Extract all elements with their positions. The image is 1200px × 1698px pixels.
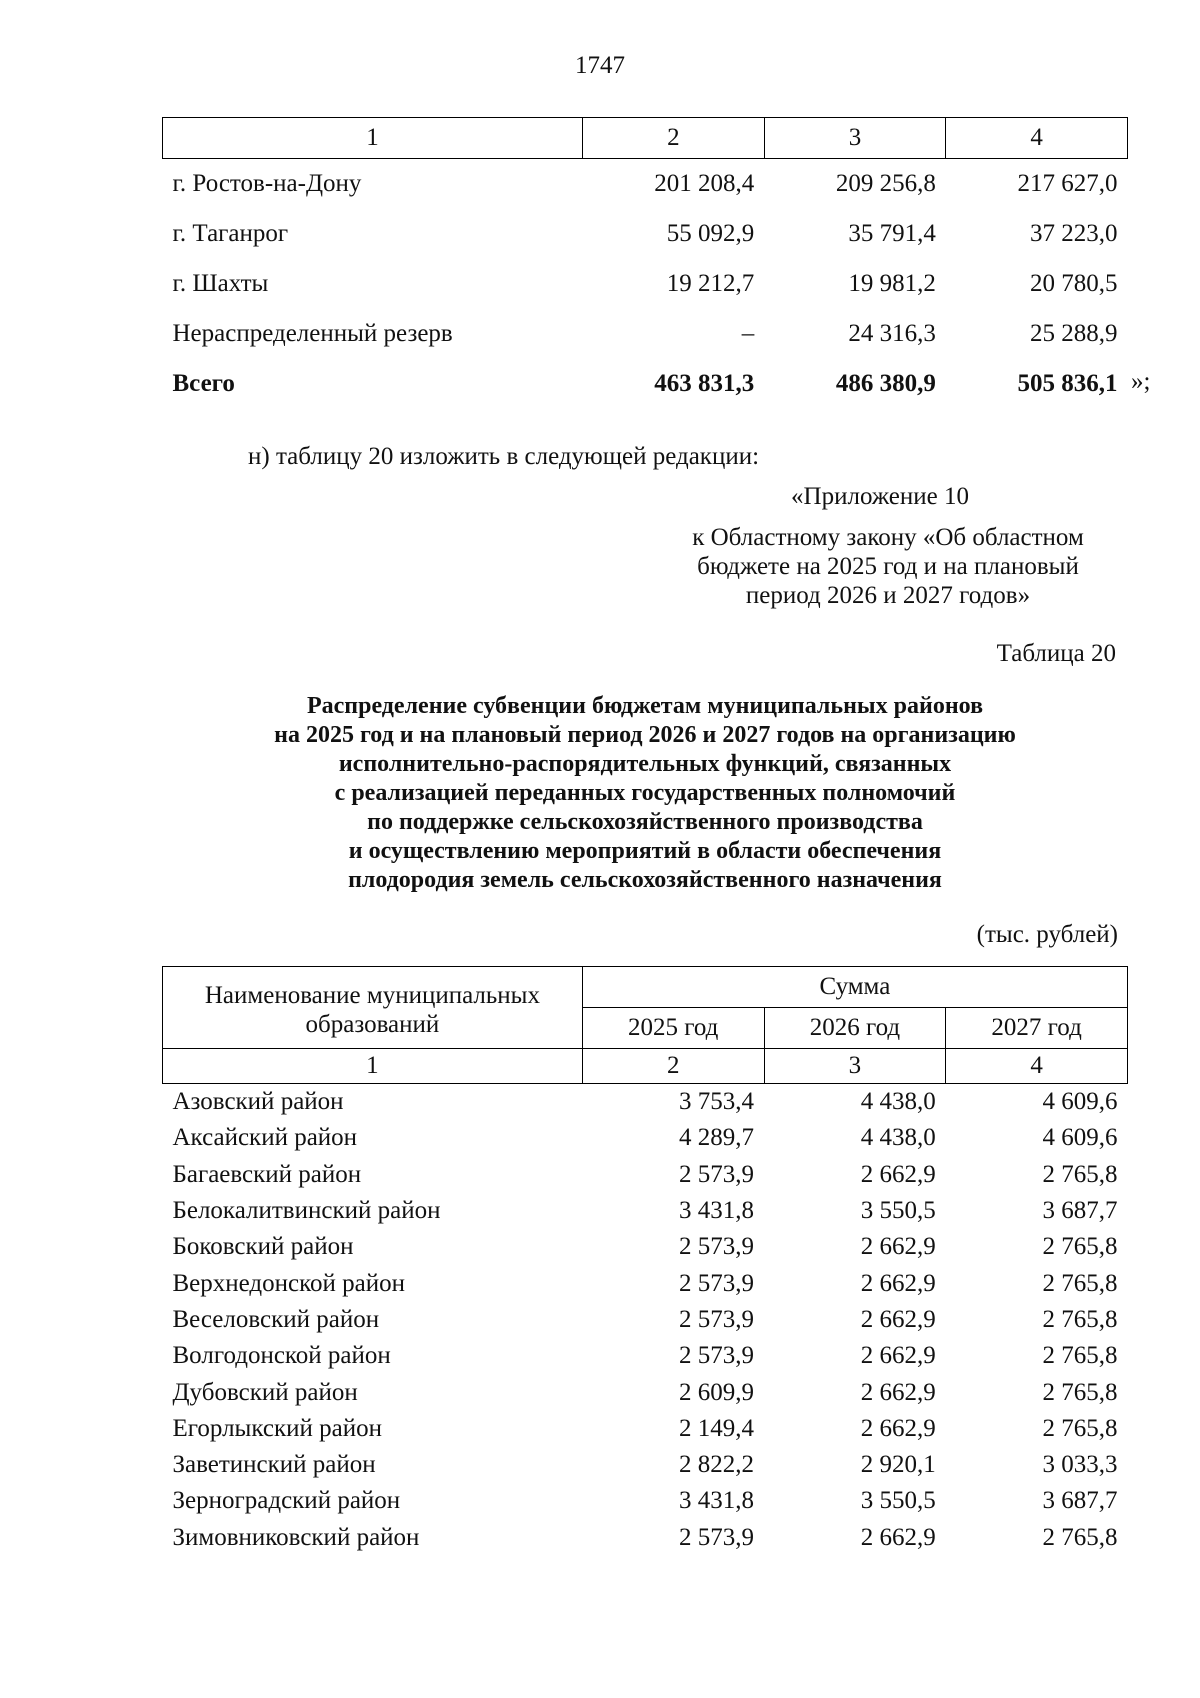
col-number: 1: [163, 118, 583, 159]
total-2025: 463 831,3: [654, 370, 755, 397]
value-2025: 3 753,4: [679, 1088, 755, 1116]
value-2026: 2 662,9: [860, 1523, 936, 1551]
value-2025: 55 092,9: [666, 220, 755, 247]
total-label: Всего: [172, 370, 235, 397]
value-2026: 2 662,9: [860, 1414, 936, 1442]
total-row: [163, 359, 1128, 409]
row-name: Заветинский район: [172, 1451, 376, 1479]
table-row: [163, 1520, 1128, 1556]
value-2027: 2 765,8: [1042, 1414, 1118, 1442]
value-2027: 2 765,8: [1042, 1523, 1118, 1551]
row-name: Верхнедонской район: [172, 1269, 405, 1297]
value-2027: 4 609,6: [1042, 1124, 1118, 1152]
row-name: Зерноградский район: [172, 1487, 401, 1515]
heading-line: плодородия земель сельскохозяйственного назначения: [348, 867, 942, 893]
row-name: Волгодонской район: [172, 1342, 391, 1370]
value-2025: 4 289,7: [679, 1124, 755, 1152]
value-2027: 20 780,5: [1030, 270, 1118, 297]
value-2027: 3 687,7: [1042, 1197, 1118, 1225]
value-2026: 2 662,9: [860, 1269, 936, 1297]
total-2027: 505 836,1: [1017, 370, 1118, 397]
value-2025: 2 573,9: [679, 1342, 755, 1370]
value-2027: 3 687,7: [1042, 1487, 1118, 1515]
row-name: Азовский район: [172, 1088, 344, 1116]
value-2026: 24 316,3: [848, 320, 936, 347]
col-number: 2: [583, 118, 765, 159]
row-name: г. Шахты: [172, 270, 269, 297]
table-row: [163, 209, 1128, 259]
top-table-header: [163, 118, 1128, 159]
value-2025: 2 822,2: [679, 1451, 755, 1479]
value-2027: 2 765,8: [1042, 1233, 1118, 1261]
appendix-line: период 2026 и 2027 годов»: [745, 582, 1031, 609]
value-2026: 3 550,5: [860, 1197, 936, 1225]
value-2026: 2 662,9: [860, 1342, 936, 1370]
appendix-reference: [660, 523, 1116, 610]
table-heading: [162, 692, 1128, 895]
closing-quote: »;: [1131, 368, 1151, 395]
value-2027: 217 627,0: [1017, 170, 1118, 197]
heading-line: Распределение субвенции бюджетам муниципальных районов: [306, 693, 984, 719]
total-2026: 486 380,9: [835, 370, 936, 397]
value-2025: –: [741, 320, 755, 347]
row-name: г. Ростов-на-Дону: [172, 170, 362, 197]
appendix-title: «Приложение 10: [791, 483, 969, 510]
row-name: Дубовский район: [172, 1378, 358, 1406]
value-2025: 19 212,7: [666, 270, 755, 297]
table-row: [163, 1338, 1128, 1374]
row-name: Багаевский район: [172, 1160, 362, 1188]
table-row: [163, 1157, 1128, 1193]
row-name: Егорлыкский район: [172, 1414, 382, 1442]
value-2027: 25 288,9: [1030, 320, 1118, 347]
col-number: 3: [764, 118, 946, 159]
col-number: 3: [764, 1049, 946, 1084]
heading-line: с реализацией переданных государственных полномочий: [334, 780, 956, 806]
value-2027: 2 765,8: [1042, 1160, 1118, 1188]
table-row: [163, 159, 1128, 210]
row-name: Белокалитвинский район: [172, 1197, 441, 1225]
row-name: Нераспределенный резерв: [172, 320, 453, 347]
name-column-header: Наименование муниципальных образований: [163, 967, 583, 1049]
value-2025: 3 431,8: [679, 1487, 755, 1515]
value-2025: 2 573,9: [679, 1523, 755, 1551]
sum-header: Сумма: [582, 967, 1127, 1008]
row-name: г. Таганрог: [172, 220, 289, 247]
value-2026: 4 438,0: [860, 1088, 936, 1116]
value-2026: 2 920,1: [860, 1451, 936, 1479]
table-row: [163, 1483, 1128, 1519]
value-2027: 2 765,8: [1042, 1269, 1118, 1297]
appendix-line: к Областному закону «Об областном: [692, 524, 1084, 551]
col-number: 4: [946, 1049, 1128, 1084]
table-row: [163, 1302, 1128, 1338]
value-2027: 37 223,0: [1030, 220, 1118, 247]
table-row: [163, 1193, 1128, 1229]
value-2026: 2 662,9: [860, 1233, 936, 1261]
col-number: 2: [582, 1049, 764, 1084]
col-number: 1: [163, 1049, 583, 1084]
table-row: [163, 1447, 1128, 1483]
value-2027: 3 033,3: [1042, 1451, 1118, 1479]
col-number: 4: [946, 118, 1128, 159]
table-row: [163, 1229, 1128, 1265]
value-2027: 2 765,8: [1042, 1305, 1118, 1333]
heading-line: по поддержке сельскохозяйственного производства: [367, 809, 923, 835]
value-2025: 2 573,9: [679, 1160, 755, 1188]
value-2025: 2 149,4: [679, 1414, 755, 1442]
table-label: Таблица 20: [996, 640, 1116, 667]
row-name: Зимовниковский район: [172, 1523, 420, 1551]
value-2026: 4 438,0: [860, 1124, 936, 1152]
table-row: [163, 1120, 1128, 1156]
main-table: [162, 966, 1128, 1556]
year-header: 2025 год: [582, 1008, 764, 1049]
value-2025: 2 573,9: [679, 1269, 755, 1297]
row-name: Веселовский район: [172, 1305, 380, 1333]
value-2027: 4 609,6: [1042, 1088, 1118, 1116]
instruction-text: н) таблицу 20 изложить в следующей редакции:: [248, 443, 760, 470]
value-2025: 3 431,8: [679, 1197, 755, 1225]
value-2026: 3 550,5: [860, 1487, 936, 1515]
page-number: 1747: [575, 52, 625, 79]
value-2026: 35 791,4: [848, 220, 936, 247]
value-2026: 209 256,8: [835, 170, 936, 197]
table-row: [163, 1411, 1128, 1447]
value-2025: 2 573,9: [679, 1233, 755, 1261]
value-2027: 2 765,8: [1042, 1378, 1118, 1406]
value-2026: 2 662,9: [860, 1378, 936, 1406]
units-label: (тыс. рублей): [976, 921, 1118, 948]
heading-line: на 2025 год и на плановый период 2026 и 2027 годов на организацию: [274, 722, 1016, 748]
heading-line: и осуществлению мероприятий в области обеспечения: [348, 838, 942, 864]
year-header: 2026 год: [764, 1008, 946, 1049]
row-name: Боковский район: [172, 1233, 354, 1261]
value-2025: 2 573,9: [679, 1305, 755, 1333]
value-2027: 2 765,8: [1042, 1342, 1118, 1370]
top-table: [162, 117, 1128, 409]
table-row: [163, 309, 1128, 359]
appendix-line: бюджете на 2025 год и на плановый: [697, 553, 1079, 580]
table-row: [163, 1265, 1128, 1301]
heading-line: исполнительно-распорядительных функций, связанных: [338, 751, 952, 777]
table-row: [163, 1374, 1128, 1410]
value-2026: 2 662,9: [860, 1305, 936, 1333]
year-header: 2027 год: [946, 1008, 1128, 1049]
value-2026: 2 662,9: [860, 1160, 936, 1188]
value-2025: 201 208,4: [654, 170, 755, 197]
row-name: Аксайский район: [172, 1124, 358, 1152]
table-row: [163, 1084, 1128, 1121]
value-2026: 19 981,2: [848, 270, 936, 297]
value-2025: 2 609,9: [679, 1378, 755, 1406]
table-row: [163, 259, 1128, 309]
